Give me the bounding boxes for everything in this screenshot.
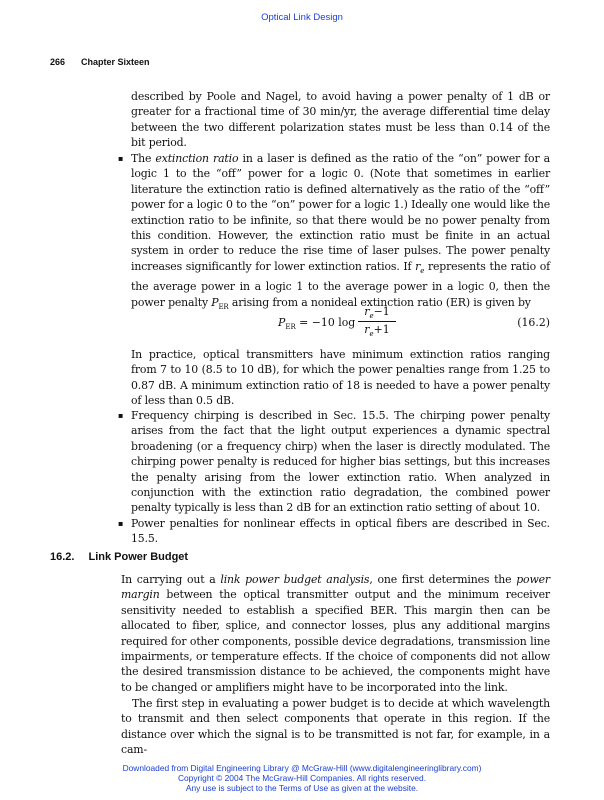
bullet-text: Frequency chirping is described in Sec. 15.5. The chirping power penalty arises from the fact that the light output experiences a dynamic spectral broadening (or a frequency chirp) when the laser is directly modulated. The chirping power penalty is reduced for higher bias settings, but this increases the penalty arising from the lower extinction ratio. When analyzed in conjunction with the extinction ratio degradation, the combined power penalty typically is less than 2 dB for an extinction ratio setting of about 10. [131, 409, 550, 515]
bullet-nonlinear [120, 516, 550, 547]
bullet-chirping [120, 408, 550, 516]
paragraph-polarization: described by Poole and Nagel, to avoid having a power penalty of 1 dB or greater for a fractional time of 30 min/yr, the average differential time delay between the two different polarization states must be less than 0.14 of the bit period. [131, 90, 550, 150]
equation-numerator: $r_e-1$ [358, 305, 396, 322]
paragraph-first-step: The first step in evaluating a power budget is to decide at which wavelength to transmit and then select components that operate in this region. If the distance over which the signal is to be transmitted is not far, for example, in a cam- [121, 697, 550, 757]
page-number: 266 [50, 57, 66, 67]
paragraph-practice: In practice, optical transmitters have minimum extinction ratios ranging from 7 to 10 (8.5 to 10 dB), for which the power penalties range from 1.25 to 0.87 dB. A minimum extinction ratio of 18 is needed to have a power penalty of less than 0.5 dB. [131, 348, 550, 408]
footer-copyright: Copyright © 2004 The McGraw-Hill Companies. All rights reserved. [177, 773, 427, 783]
bullet-text: Power penalties for nonlinear effects in optical fibers are described in Sec. 15.5. [131, 517, 550, 546]
footer-notice [0, 763, 604, 793]
section-number: 16.2. [50, 551, 75, 563]
section-title: Link Power Budget [88, 551, 189, 563]
section-heading [50, 551, 188, 563]
bullet-marker: ▪ [118, 154, 124, 163]
equation-lhs: $P_{ER} = -10$ log [278, 316, 356, 332]
bullet-marker: ▪ [118, 411, 124, 420]
bullet-marker: ▪ [118, 519, 124, 528]
equation-16-2 [278, 305, 550, 339]
chapter-title: Chapter Sixteen [81, 57, 150, 67]
equation-denominator: $r_e+1$ [364, 323, 390, 339]
equation-number: (16.2) [517, 316, 550, 329]
page-banner: Optical Link Design [261, 12, 343, 23]
bullet-extinction-ratio [120, 151, 550, 315]
footer-terms[interactable]: Any use is subject to the Terms of Use as given at the website. [185, 783, 419, 793]
bullet-text: The extinction ratio in a laser is defined as the ratio of the “on” power for a logic 1 to the “off” power for a logic 0. (Note that sometimes in earlier literature the extinction ratio is defined alternatively as the ratio of the “off” power for a logic 0 to the “on” power for a logic 1.) Ideally one would like the extinction ratio to be infinite, so that there would be no power penalty from this condition. However, the extinction ratio must be finite in an actual system in order to reduce the rise time of laser pulses. The power penalty increases significantly for lower extinction ratios. If $r_e$ represents the ratio of the average power in a logic 1 to the average power in a logic 0, then the power penalty $P_{ER}$ arising from a nonideal extinction ratio (ER) is given by [131, 152, 550, 311]
running-head [50, 57, 150, 67]
paragraph-budget-analysis: In carrying out a link power budget analysis, one first determines the power margin between the optical transmitter output and the minimum receiver sensitivity needed to establish a specified BER. This margin then can be allocated to fiber, splice, and connector losses, plus any additional margins required for other components, possible device degradations, transmission line impairments, or temperature effects. If the choice of components did not allow the desired transmission distance to be achieved, the components might have to be changed or amplifiers might have to be incorporated into the link. [121, 573, 550, 694]
equation-fraction [358, 305, 396, 338]
footer-download-link[interactable]: Downloaded from Digital Engineering Library @ McGraw-Hill (www.digitalengineeringlibrary.com) [122, 763, 482, 773]
